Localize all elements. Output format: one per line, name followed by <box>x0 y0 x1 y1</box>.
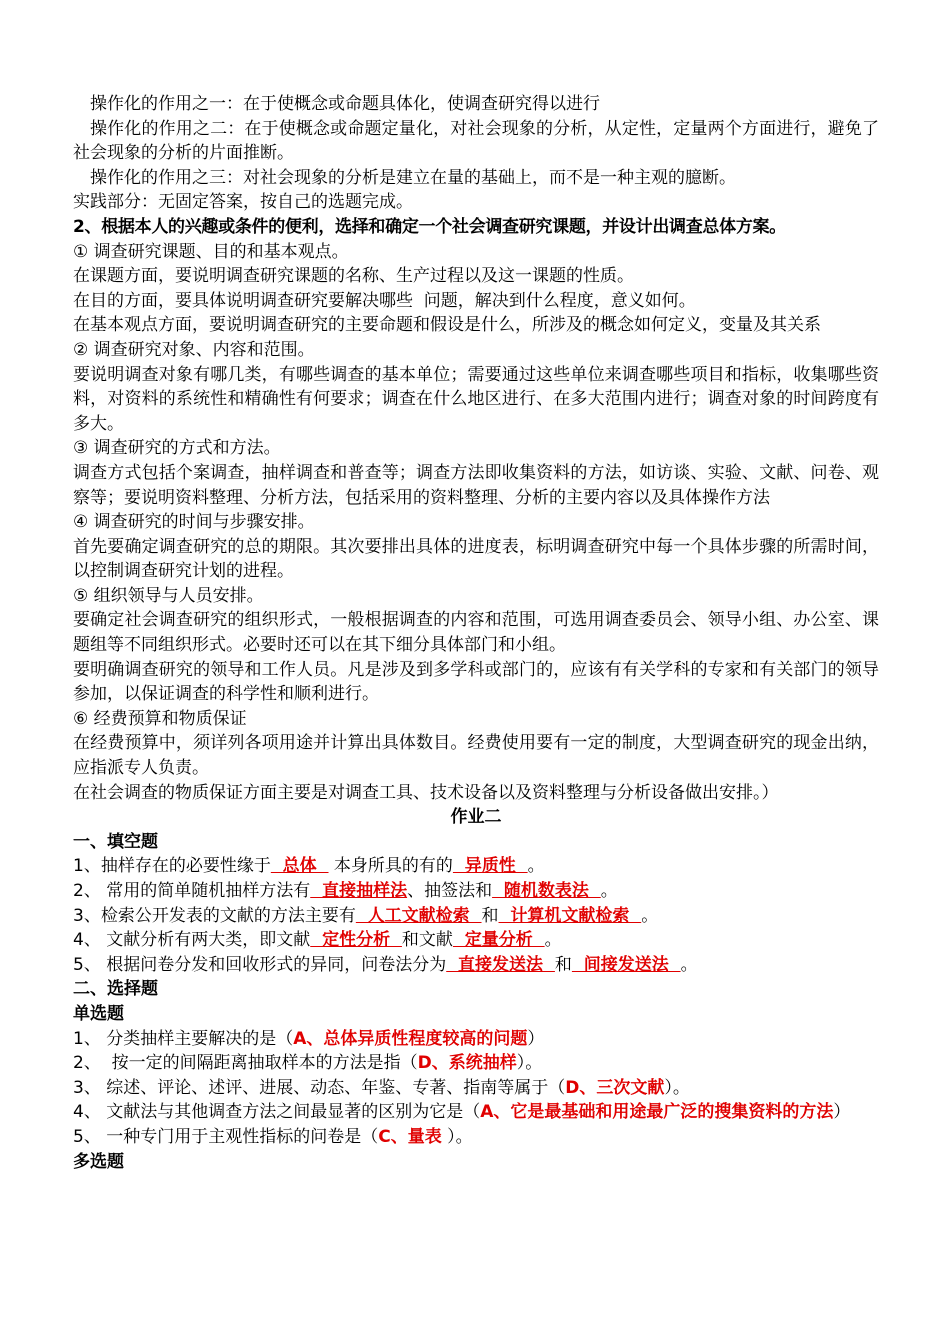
answer-blank: 定性分析 <box>310 930 402 951</box>
fill-item-4: 4、 文献分析有两大类，即文献 定性分析 和文献 定量分析 。 <box>73 930 562 951</box>
question-2: 2、根据本人的兴趣或条件的便利，选择和确定一个社会调查研究课题，并设计出调查总体方案。 <box>73 216 786 237</box>
answer-blank: 定量分析 <box>452 930 545 951</box>
answer-blank: 总体 <box>270 856 329 877</box>
fill-item-1: 1、抽样存在的必要性缘于 总体 本身所具的有的 异质性 。 <box>73 856 545 877</box>
section-title: ⑤ 组织领导与人员安排。 <box>73 585 264 606</box>
section-2 <box>73 338 879 436</box>
section-paragraph: 在社会调查的物质保证方面主要是对调查工具、技术设备以及资料整理与分析设备做出安排。） <box>73 782 779 803</box>
single-choice-list <box>73 1027 879 1150</box>
section-3 <box>73 436 879 510</box>
section-paragraph: 在课题方面，要说明调查研究课题的名称、生产过程以及这一课题的性质。 <box>73 266 634 287</box>
fill-blank-list <box>73 854 879 977</box>
section-paragraph: 要明确调查研究的领导和工作人员。凡是涉及到多学科或部门的，应该有有关学科的专家和有关部门的领导参加，以保证调查的科学性和顺利进行。 <box>73 659 879 705</box>
answer-text: A、它是最基础和用途最广泛的搜集资料的方法 <box>480 1102 834 1123</box>
section-title: ② 调查研究对象、内容和范围。 <box>73 339 315 360</box>
fill-item-5: 5、 根据问卷分发和回收形式的异同，问卷法分为 直接发送法 和 间接发送法 。 <box>73 954 698 975</box>
op-role-2: 操作化的作用之二：在于使概念或命题定量化，对社会现象的分析，从定性，定量两个方面进行，避免了社会现象的分析的片面推断。 <box>73 118 879 164</box>
section-title: ⑥ 经费预算和物质保证 <box>73 708 247 729</box>
choice-heading: 二、选择题 <box>73 979 158 1000</box>
section-paragraph: 在经费预算中，须详列各项用途并计算出具体数目。经费使用要有一定的制度，大型调查研究的现金出纳，应指派专人负责。 <box>73 733 879 779</box>
section-6 <box>73 707 879 805</box>
section-paragraph: 调查方式包括个案调查，抽样调查和普查等；调查方法即收集资料的方法，如访谈、实验、文献、问卷、观察等；要说明资料整理、分析方法，包括采用的资料整理、分析的主要内容以及具体操作方法 <box>73 462 879 508</box>
section-1 <box>73 240 879 338</box>
section-paragraph: 要确定社会调查研究的组织形式，一般根据调查的内容和范围，可选用调查委员会、领导小组、办公室、课题组等不同组织形式。必要时还可以在其下细分具体部门和小组。 <box>73 610 879 656</box>
answer-text: D、三次文献 <box>565 1077 665 1098</box>
fill-item-2: 2、 常用的简单随机抽样方法有 直接抽样法、抽签法和 随机数表法 。 <box>73 881 618 901</box>
answer-blank: 直接发送法 <box>446 954 555 975</box>
practice-note: 实践部分：无固定答案，按自己的选题完成。 <box>73 192 413 213</box>
single-item-1: 1、 分类抽样主要解决的是（A、总体异质性程度较高的问题） <box>73 1028 545 1049</box>
section-paragraph: 在基本观点方面，要说明调查研究的主要命题和假设是什么，所涉及的概念如何定义，变量及其关系 <box>73 315 821 336</box>
answer-text: A、总体异质性程度较高的问题 <box>293 1028 528 1049</box>
answer-blank: 异质性 <box>452 856 528 877</box>
single-item-5: 5、 一种专门用于主观性指标的问卷是（C、量表 ）。 <box>73 1126 473 1147</box>
section-5 <box>73 584 879 707</box>
fill-blank-heading: 一、填空题 <box>73 831 158 852</box>
answer-blank: 计算机文献检索 <box>498 905 642 926</box>
answer-text: C、量表 <box>378 1126 442 1147</box>
document-page <box>73 92 879 1174</box>
single-item-3: 3、 综述、评论、述评、进展、动态、年鉴、专著、指南等属于（D、三次文献）。 <box>73 1077 690 1098</box>
section-title: ① 调查研究课题、目的和基本观点。 <box>73 241 349 262</box>
answer-blank: 直接抽样法 <box>310 881 408 901</box>
fill-item-3: 3、检索公开发表的文献的方法主要有 人工文献检索 和 计算机文献检索 。 <box>73 905 659 926</box>
multi-choice-heading: 多选题 <box>73 1151 124 1172</box>
op-role-3: 操作化的作用之三：对社会现象的分析是建立在量的基础上，而不是一种主观的臆断。 <box>90 167 736 188</box>
answer-blank: 随机数表法 <box>492 881 601 901</box>
single-item-4: 4、 文献法与其他调查方法之间最显著的区别为它是（A、它是最基础和用途最广泛的搜集资料的方法） <box>73 1102 851 1123</box>
section-title: ④ 调查研究的时间与步骤安排。 <box>73 512 315 533</box>
section-paragraph: 在目的方面，要具体说明调查研究要解决哪些 问题，解决到什么程度，意义如何。 <box>73 290 696 311</box>
single-choice-heading: 单选题 <box>73 1003 124 1024</box>
section-title: ③ 调查研究的方式和方法。 <box>73 438 281 459</box>
section-paragraph: 首先要确定调查研究的总的期限。其次要排出具体的进度表，标明调查研究中每一个具体步骤的所需时间，以控制调查研究计划的进程。 <box>73 536 879 582</box>
section-paragraph: 要说明调查对象有哪几类，有哪些调查的基本单位；需要通过这些单位来调查哪些项目和指标，收集哪些资料，对资料的系统性和精确性有何要求；调查在什么地区进行、在多大范围内进行；调查对象的时间跨度有多大。 <box>73 364 879 434</box>
homework-2-title: 作业二 <box>450 807 502 828</box>
answer-blank: 人工文献检索 <box>355 905 482 926</box>
answer-text: D、系统抽样 <box>417 1053 517 1074</box>
single-item-2: 2、 按一定的间隔距离抽取样本的方法是指（D、系统抽样）。 <box>73 1053 543 1074</box>
op-role-1: 操作化的作用之一：在于使概念或命题具体化，使调查研究得以进行 <box>90 94 600 114</box>
section-4 <box>73 510 879 584</box>
answer-blank: 间接发送法 <box>571 954 681 975</box>
